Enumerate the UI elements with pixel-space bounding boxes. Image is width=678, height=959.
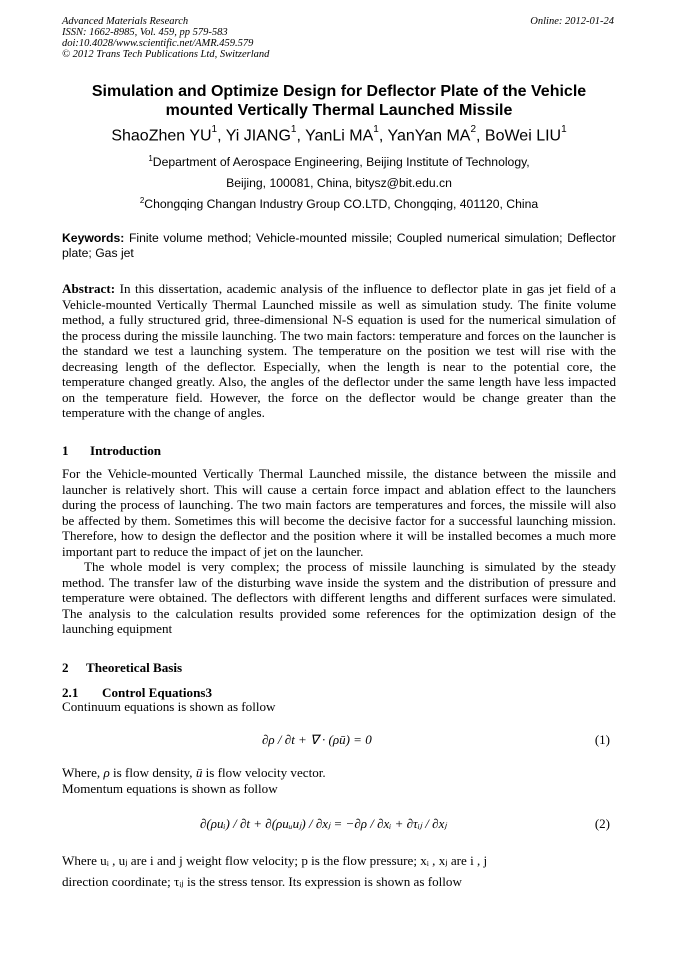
- section-title: Theoretical Basis: [86, 660, 183, 675]
- continuum-intro: Continuum equations is shown as follow: [62, 699, 276, 714]
- title-line-2: mounted Vertically Thermal Launched Missile: [165, 102, 513, 119]
- section-number: 2: [62, 660, 69, 675]
- author-affiliation-mark: 2: [470, 124, 477, 135]
- affiliation-1-line-2: Beijing, 100081, China, bitysz@bit.edu.cn: [226, 176, 452, 190]
- where-2-line-1: Where uᵢ , uⱼ are i and j weight flow velocity; p is the flow pressure; xᵢ , xⱼ are i , j: [62, 853, 488, 868]
- abstract-text: In this dissertation, academic analysis of the influence to deflector plate in gas jet field of a Vehicle-mounted Vertically Thermal Launched missile as well as simulation study. The finite volume method, a fully structured grid, three-dimensional N-S equation is used for the numerical simulation of the process during the missile launching. The two main factors: temperature and forces on the launcher is the standard we test a launching system. The temperature on the position we test will rise with the decreasing length of the deflector. Especially, when the length is near to the potential core, the temperature changed greatly. Also, the angles of the deflector under the same length have less impacted on the temperature field. However, the force on the deflector would be change greater than the temperature with the change of angles.: [62, 281, 616, 420]
- online-date: Online: 2012-01-24: [530, 16, 614, 27]
- journal-name: Advanced Materials Research: [62, 16, 189, 27]
- equation-2-number: (2): [594, 816, 610, 831]
- symbol-u: ū: [195, 765, 203, 780]
- subsection-number: 2.1: [62, 685, 79, 700]
- where-text: Where,: [62, 765, 101, 780]
- author-affiliation-mark: 1: [211, 124, 218, 135]
- intro-paragraph-2: The whole model is very complex; the process of missile launching is simulated by the steady method. The transfer law of the disturbing wave inside the system and the distribution of pressure and temperature were obtained. The deflectors with different lengths and different surfaces were simulated. The analysis to the calculation results provided some references for the optimization design of the launching equipment: [62, 559, 616, 636]
- subsection-title: Control Equations3: [102, 685, 212, 700]
- affiliation-text: Department of Aerospace Engineering, Beijing Institute of Technology,: [152, 155, 530, 170]
- author-name: ShaoZhen YU: [111, 127, 212, 145]
- where-text: is flow velocity vector.: [205, 765, 326, 780]
- title-line-1: Simulation and Optimize Design for Deflector Plate of the Vehicle: [91, 83, 587, 100]
- affiliation-2: [62, 196, 616, 211]
- copyright-line: © 2012 Trans Tech Publications Ltd, Switzerland: [62, 49, 270, 60]
- issn-line: ISSN: 1662-8985, Vol. 459, pp 579-583: [62, 27, 228, 38]
- equation-1: ∂ρ / ∂t + ∇ · (ρū) = 0: [262, 732, 372, 747]
- affiliation-text: Chongqing Changan Industry Group CO.LTD, Chongqing, 401120, China: [144, 197, 539, 212]
- where-text: is flow density,: [113, 765, 193, 780]
- author-name: YanYan MA: [387, 127, 471, 145]
- author-affiliation-mark: 1: [561, 124, 567, 135]
- affiliation-mark: 2: [139, 196, 145, 205]
- author-name: BoWei LIU: [484, 127, 562, 145]
- equation-2: ∂(ρuᵢ) / ∂t + ∂(ρuᵤuⱼ) / ∂xⱼ = −∂ρ / ∂xᵢ + ∂τᵢⱼ / ∂xⱼ: [200, 816, 447, 831]
- keywords-text: Finite volume method; Vehicle-mounted missile; Coupled numerical simulation; Deflector plate; Gas jet: [62, 231, 616, 260]
- section-heading-theoretical-basis: [62, 660, 182, 676]
- author-affiliation-mark: 1: [373, 124, 379, 135]
- abstract-label: Abstract:: [62, 281, 116, 296]
- author-name: YanLi MA: [305, 127, 374, 145]
- where-2-line-2: direction coordinate; τᵢⱼ is the stress tensor. Its expression is shown as follow: [62, 874, 462, 889]
- abstract: [62, 281, 616, 421]
- doi-line: doi:10.4028/www.scientific.net/AMR.459.579: [62, 38, 254, 49]
- author-list: ShaoZhen $YU^1$, Yi JIANG$^1$, YanLi $MA^1$, YanYan $MA^2$, BoWei LIU$^1$: [111, 124, 567, 145]
- intro-paragraph-1: For the Vehicle-mounted Vertically Thermal Launched missile, the distance between the missile and launcher is relatively short. This will cause a certain force impact and ablation effect to the launchers during the process of launching. The two main factors are temperatures and forces, the missile will also be affected by them. Sometimes this will become the decisive factor for a successful launching mission. Therefore, how to design the deflector and the position where it will be installed becomes a much more important part to reduce the impact of jet on the launcher.: [62, 466, 616, 559]
- symbol-rho: ρ: [103, 765, 110, 780]
- section-heading-introduction: [62, 443, 161, 459]
- keywords-label: Keywords:: [62, 231, 125, 245]
- affiliation-1-line-1: [62, 154, 616, 169]
- momentum-intro: Momentum equations is shown as follow: [62, 781, 278, 796]
- author-affiliation-mark: 1: [290, 124, 297, 135]
- keywords: [62, 231, 616, 261]
- where-1: [62, 765, 326, 781]
- section-title: Introduction: [90, 443, 162, 458]
- author-name: Yi JIANG: [225, 127, 291, 145]
- affiliation-mark: 1: [148, 154, 153, 163]
- paper-title: [62, 82, 616, 120]
- equation-1-number: (1): [594, 732, 610, 747]
- section-number: 1: [62, 443, 69, 458]
